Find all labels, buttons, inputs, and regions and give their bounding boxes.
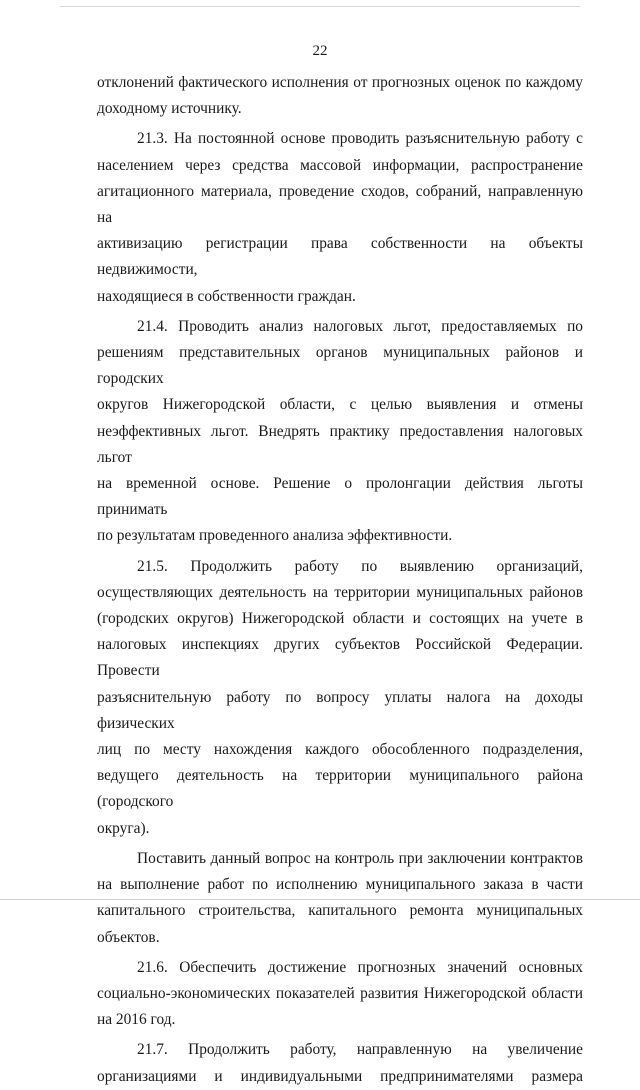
text-line: агитационного материала, проведение сходов, собраний, направленную на bbox=[97, 182, 583, 227]
text-line: решениям представительных органов муниципальных районов и городских bbox=[97, 344, 583, 388]
text-line: 21.7. Продолжить работу, направленную на увеличение bbox=[137, 1041, 583, 1059]
paragraph-21-7 bbox=[97, 1037, 583, 1089]
document-body bbox=[97, 70, 583, 1090]
text-line: ведущего деятельность на территории муниципального района (городского bbox=[97, 767, 583, 811]
text-line: 21.3. На постоянной основе проводить разъяснительную работу с bbox=[137, 130, 583, 148]
text-line: находящиеся в собственности граждан. bbox=[97, 287, 356, 305]
text-line: на 2016 год. bbox=[97, 1011, 176, 1029]
paragraph-21-5 bbox=[97, 554, 583, 842]
paragraph-21-3 bbox=[97, 126, 583, 309]
page-number: 22 bbox=[312, 43, 328, 59]
text-line: (городских округов) Нижегородской области и состоящих на учете в bbox=[97, 610, 583, 628]
paragraph-continuation bbox=[97, 70, 583, 122]
text-line: Поставить данный вопрос на контроль при заключении контрактов bbox=[137, 849, 583, 867]
text-line: округов Нижегородской области, с целью выявления и отмены bbox=[97, 396, 583, 414]
paragraph-21-6 bbox=[97, 955, 583, 1034]
scan-edge-bottom bbox=[0, 899, 640, 900]
text-line: неэффективных льгот. Внедрять практику предоставления налоговых льгот bbox=[97, 422, 583, 466]
text-line: по результатам проведенного анализа эффективности. bbox=[97, 527, 453, 545]
text-line: отклонений фактического исполнения от прогнозных оценок по каждому bbox=[97, 74, 583, 91]
scan-edge-top bbox=[60, 6, 580, 7]
text-line: на выполнение работ по исполнению муниципального заказа в части bbox=[97, 876, 583, 894]
text-line: 21.6. Обеспечить достижение прогнозных значений основных bbox=[137, 958, 583, 976]
text-line: осуществляющих деятельность на территории муниципальных районов bbox=[97, 583, 583, 601]
text-line: округа). bbox=[97, 819, 150, 837]
text-line: организациями и индивидуальными предпринимателями размера bbox=[97, 1067, 583, 1085]
text-line: активизацию регистрации права собственности на объекты недвижимости, bbox=[97, 235, 583, 279]
text-line: лиц по месту нахождения каждого обособленного подразделения, bbox=[97, 741, 583, 759]
text-line: налоговых инспекциях других субъектов Российской Федерации. Провести bbox=[97, 636, 583, 680]
text-line: населением через средства массовой информации, распространение bbox=[97, 156, 583, 174]
text-line: объектов. bbox=[97, 928, 160, 946]
text-line: 21.4. Проводить анализ налоговых льгот, предоставляемых по bbox=[137, 317, 583, 335]
text-line: 21.5. Продолжить работу по выявлению организаций, bbox=[137, 557, 583, 575]
text-line: капитального строительства, капитального ремонта муниципальных bbox=[97, 902, 583, 920]
paragraph-21-4 bbox=[97, 314, 583, 550]
text-line: доходному источнику. bbox=[97, 100, 242, 118]
text-line: социально-экономических показателей развития Нижегородской области bbox=[97, 984, 583, 1002]
text-line: на временной основе. Решение о пролонгации действия льготы принимать bbox=[97, 475, 583, 519]
text-line: разъяснительную работу по вопросу уплаты налога на доходы физических bbox=[97, 688, 583, 732]
